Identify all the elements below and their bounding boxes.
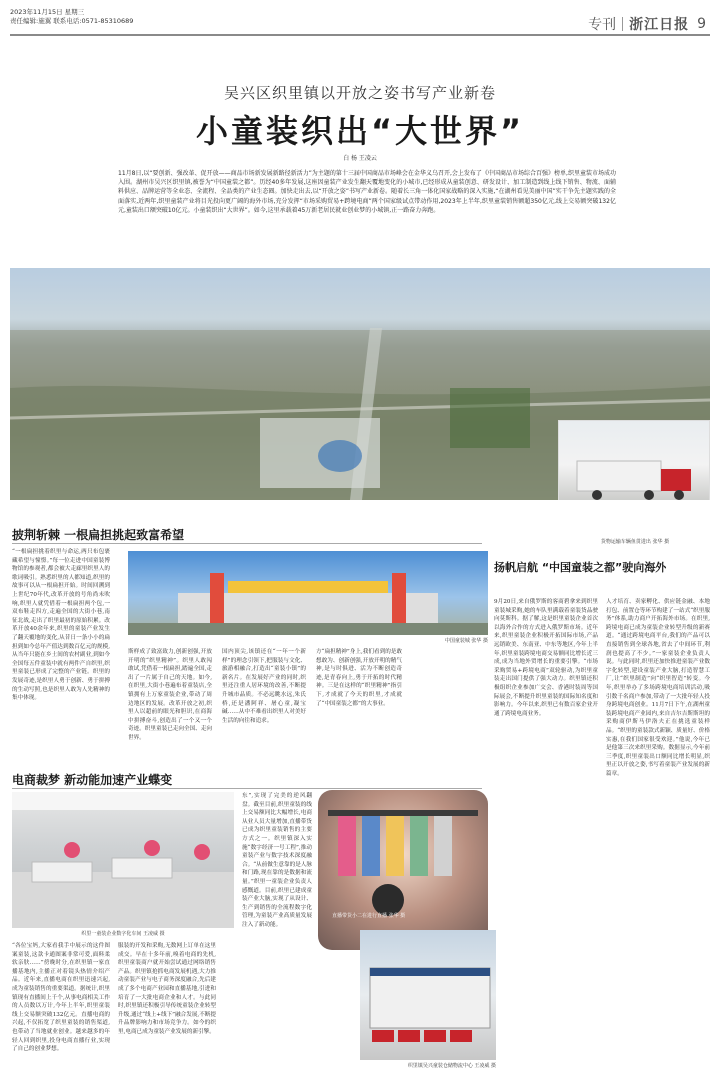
section-1-col2: 斯样成了致富致力,创新创强,开放开明的“织里精神”。织里人敢闯敢试,凭借着一根扁担,踏遍全国,走出了一片属于自己的天地。如今,在织里,大街小巷遍布着童装店,全镇拥有上万家童装企业,带动了周边地区的发展。改革开放之初,织里人以超前的眼光和胆识,在商海中拼搏奋斗,创造出了一个又一个奇迹。织里童装已走向全国、走向世界。 — [128, 649, 212, 741]
lead-intro: 11月8日,以“要创新、强改革、促开放——商品市场新发展新路径新活力”为主题的第十三届中国商品市场峰会在金华义乌召开,会上发布了《中国商品市场综合百强》榜单,织里童装市场成功入围。湖州市吴兴区织里镇,被誉为“中国童装之都”。历经40多年发展,这座因童装产业发生翻天覆地变化的小城市,已经形成从童装创意、研发设计、加工制造到线上线下销售、物流、面辅料供应、品牌运营等全业态、全流程、全品类的产业生态圈。加快走出去,以“开放之姿”书写产业新卷。随着长三角一体化国家战略的深入实施,“在湖州看见美丽中国”实干争先主题实践的全面落实,近两年,织里童装产业将目光投向更广阔的海外市场,充分发挥“市场采购贸易+跨境电商”两个国家级试点带动作用,2023年上半年,织里童装销售额超350亿元,线上交易额突破132亿元,童装出口额突破10亿元。小童装织出“大世界”。如今,这里承载着45万新老居民就业创业梦的小城镇,正一路奋力奔跑。 — [118, 170, 616, 214]
caption-city-gate: 中国童装城 张华 摄 — [444, 638, 488, 644]
section-3-col3: 东”,实现了完美的逆风翻盘。截至目前,织里童装的线上交易额同比大幅增长,电商从业人员大量增加,直播带货已成为织里童装销售的主要方式之一。织里镇深入实施“数字经济一号工程”,推动童装产业与数字技术深度融合。“从前做生意靠的是人脉和门路,现在靠的是数据和流量。”织里一童装企业负责人感慨道。目前,织里已建成童装产业大脑,实现了从设计、生产到销售的全流程数字化管理,为童装产业高质量发展注入了新动能。 — [242, 793, 312, 928]
section-3-col2: 服装的开发和采购,无数网上订单在这里成交。早在十多年前,嗅着电商的先机,织里童装商户就开始尝试通过网络销售产品。织里镇抢抓电商发展机遇,大力推动童装产业与电子商务深度融合,先后建成了多个电商产业园和直播基地,引进和培育了一大批电商企业和人才。与此同时,织里镇还积极引导传统童装企业转型升级,通过“线上+线下”融合发展,不断提升品牌影响力和市场竞争力。如今的织里,电商已成为童装产业发展的新引擎。 — [118, 943, 216, 1035]
page-number: 9 — [697, 16, 706, 32]
section-1-col4: 方“扁担精神”身上,我们看到的是敢想敢为、创新创强,开放开明的精气神,是与时俱进、活为不断创造奇迹,是青春向上,勇于开拓的时代精神。三是在这样的“织里精神”指引下,才成就了今天的织里,才成就了“中国童装之都”的大事业。 — [316, 649, 402, 707]
section-1-col3: 国内顶尖,该镇还在“一年一个新样”的理念引领下,把服装与文化、旅游相融合,打造出“童装小镇”的新名片。在发展好产业的同时,织里还注重人居环境的改善,不断提升城市品质。不必远眺水远,朱氏桥,还是潘阿祥、屠心童,凝宝碱……从中不难看出织里人对美好生活的向往和追求。 — [222, 649, 306, 724]
live-stream-photo — [318, 790, 488, 950]
section-3-title: 电商裁梦 新动能加速产业蝶变 — [12, 773, 173, 787]
section-2-col2: 人才培育、卖家孵化、供应链金融、本地打包、前置仓等环节构建了一站式“织里服务”体系,助力商户开拓海外市场。在织里,跨境电商已成为童装企业转型升级的新赛道。“通过跨境电商平台,我们的产品可以直接销售到全球各地,省去了中间环节,利润也提高了不少。”一家童装企业负责人说。与此同时,织里还加快推进童装产业数字化转型,建设童装产业大脑,打造智慧工厂,让“织里制造”向“织里智造”转变。今年,织里举办了多场跨境电商培训活动,吸引数千名商户参加,带动了一大批年轻人投身跨境电商创业。11月7日下午,在湖州童装跨境电商产业园内,来自吉尔吉斯斯坦的采购商伊斯马伊洛夫正在挑选童装样品。“织里的童装款式新颖、质量好、价格实惠,在我们国家很受欢迎。”他说,今年已是他第三次来织里采购。数据显示,今年前三季度,织里童装出口额同比增长明显,织里正以开放之姿,书写着童装产业发展的新篇章。 — [606, 599, 710, 777]
caption-aerial: 货物运输车辆鱼贯进出 张华 摄 — [600, 539, 670, 545]
section-2-title — [494, 560, 710, 576]
headline: 小童装织出“大世界” — [195, 112, 525, 150]
caption-live-stream: 直播带货小二在进行直播 张华 摄 — [332, 913, 406, 919]
editor-contact: 责任编辑:施翼 联系电话:0571-85310689 — [10, 17, 134, 25]
paper-name: 浙江日报 — [629, 17, 690, 33]
header-rule — [10, 34, 710, 36]
section-2-heading: 扬帆启航 “中国童装之都”驶向海外 — [494, 561, 667, 574]
section-1-col1: “一根扁担挑着织里与命运,两只布包裹藏希望与憧憬。”每一位走进中国童装博物馆的参观者,都会被大走廊里织里人的歌词吸引。熟悉织里的人都知道,织里的故事可以从一根扁担开始。时间回溯到上世纪70年代,改革开放的号角尚未吹响,织里人就凭借着一根扁担两个包,一双布鞋走四方,走遍全国的大街小巷,南征北战,走出了织里最初的原始积累。改革开放40余年来,织里的童装产业发生了翻天覆地的变化,从昔日一条小小的扁担到如今总年产值达到数百亿元的规模,从当年只能在乡土间的农村副业,到如今全国每五件童装中就有两件产自织里,织里童装已形成了完整的产业链。织里的发展奇迹,是织里人勇于创新、勇于拼搏的生动写照,也是织里人敢为人先精神的集中体现。 — [12, 549, 110, 702]
page-header-right — [588, 14, 706, 34]
caption-factory: 织里一童装企业数字化车间 王凌威 摄 — [81, 931, 165, 937]
china-kids-clothing-city-photo — [128, 551, 488, 635]
aerial-city-photo — [10, 268, 710, 500]
section-2-col1: 9月20日,来自俄罗斯的客商碧拿来到织里童装城采购,她的车队里满载着童装货品驶向莫斯科。据了解,这是织里童装企业首次以海外合作的方式进入俄罗斯市场。近年来,织里童装企业积极开拓国际市场,产品远销欧美、东南亚、中东等地区,今年上半年,织里童装跨境电商交易额同比增长近三成,成为当地外贸增长的重要引擎。“市场采购贸易+跨境电商”双轮驱动,为织里童装走出国门提供了强大动力。织里镇还积极组织企业参加广交会、香港时装周等国际展会,不断提升织里童装的国际知名度和影响力。今年以来,织里已有数百家企业开通了跨境电商业务。 — [494, 599, 598, 717]
byline: 白 杨 王凌云 — [343, 155, 377, 162]
caption-logistics: 织里镇吴兴童装仓储物流中心 王凌威 摄 — [407, 1063, 496, 1069]
factory-workshop-photo — [12, 792, 234, 928]
logistics-center-photo — [360, 930, 496, 1060]
section-name: 专刊 — [588, 17, 617, 33]
issue-date: 2023年11月15日 星期三 — [10, 8, 85, 16]
page-header-left — [10, 8, 133, 26]
truck-inset-photo — [558, 420, 710, 500]
section-3-col1: “各位宝妈,大家看我手中展示的这件图案童装,这款卡通图案非常可爱,面料柔软亲肤……”傍晚时分,在织里镇一家直播基地内,主播正对着镜头热情介绍产品。近年来,直播电商在织里迅速兴起,成为童装销售的重要渠道。据统计,织里镇现有直播间上千个,从事电商相关工作的人员数以万计,今年上半年,织里童装线上交易额突破132亿元。直播电商的兴起,不仅拓宽了织里童装的销售渠道,也带动了当地就业创业。越来越多的年轻人回到织里,投身电商直播行业,实现了自己的创业梦想。 — [12, 943, 110, 1053]
lead-kicker: 吴兴区织里镇以开放之姿书写产业新卷 — [223, 84, 496, 102]
section-1-title: 披荆斩棘 一根扁担挑起致富希望 — [12, 528, 185, 542]
